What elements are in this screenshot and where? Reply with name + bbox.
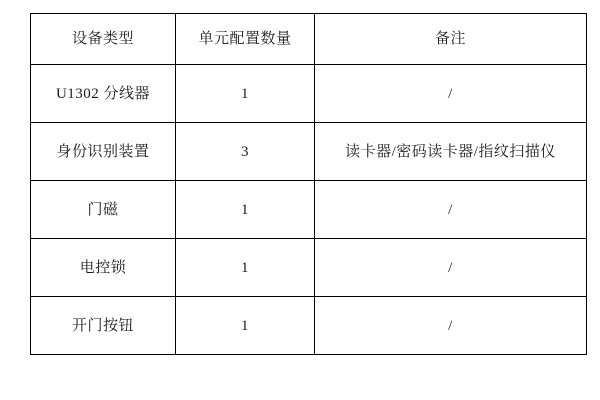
cell-device-type: 电控锁 [31, 239, 176, 297]
cell-remark: / [315, 239, 587, 297]
table-row [31, 65, 587, 123]
cell-device-type: 门磁 [31, 181, 176, 239]
table-header-row [31, 14, 587, 65]
cell-device-type: 身份识别装置 [31, 123, 176, 181]
cell-remark: / [315, 297, 587, 355]
cell-device-type: 开门按钮 [31, 297, 176, 355]
cell-unit-quantity: 1 [176, 239, 315, 297]
spec-table-container [30, 13, 571, 355]
cell-unit-quantity: 1 [176, 297, 315, 355]
table-row [31, 297, 587, 355]
table-row [31, 239, 587, 297]
column-header-unit-quantity: 单元配置数量 [176, 14, 315, 65]
cell-unit-quantity: 3 [176, 123, 315, 181]
column-header-remark: 备注 [315, 14, 587, 65]
table-row [31, 123, 587, 181]
cell-remark: 读卡器/密码读卡器/指纹扫描仪 [315, 123, 587, 181]
cell-remark: / [315, 65, 587, 123]
cell-device-type: U1302 分线器 [31, 65, 176, 123]
cell-unit-quantity: 1 [176, 65, 315, 123]
device-configuration-table [30, 13, 587, 355]
cell-remark: / [315, 181, 587, 239]
table-row [31, 181, 587, 239]
column-header-device-type: 设备类型 [31, 14, 176, 65]
cell-unit-quantity: 1 [176, 181, 315, 239]
